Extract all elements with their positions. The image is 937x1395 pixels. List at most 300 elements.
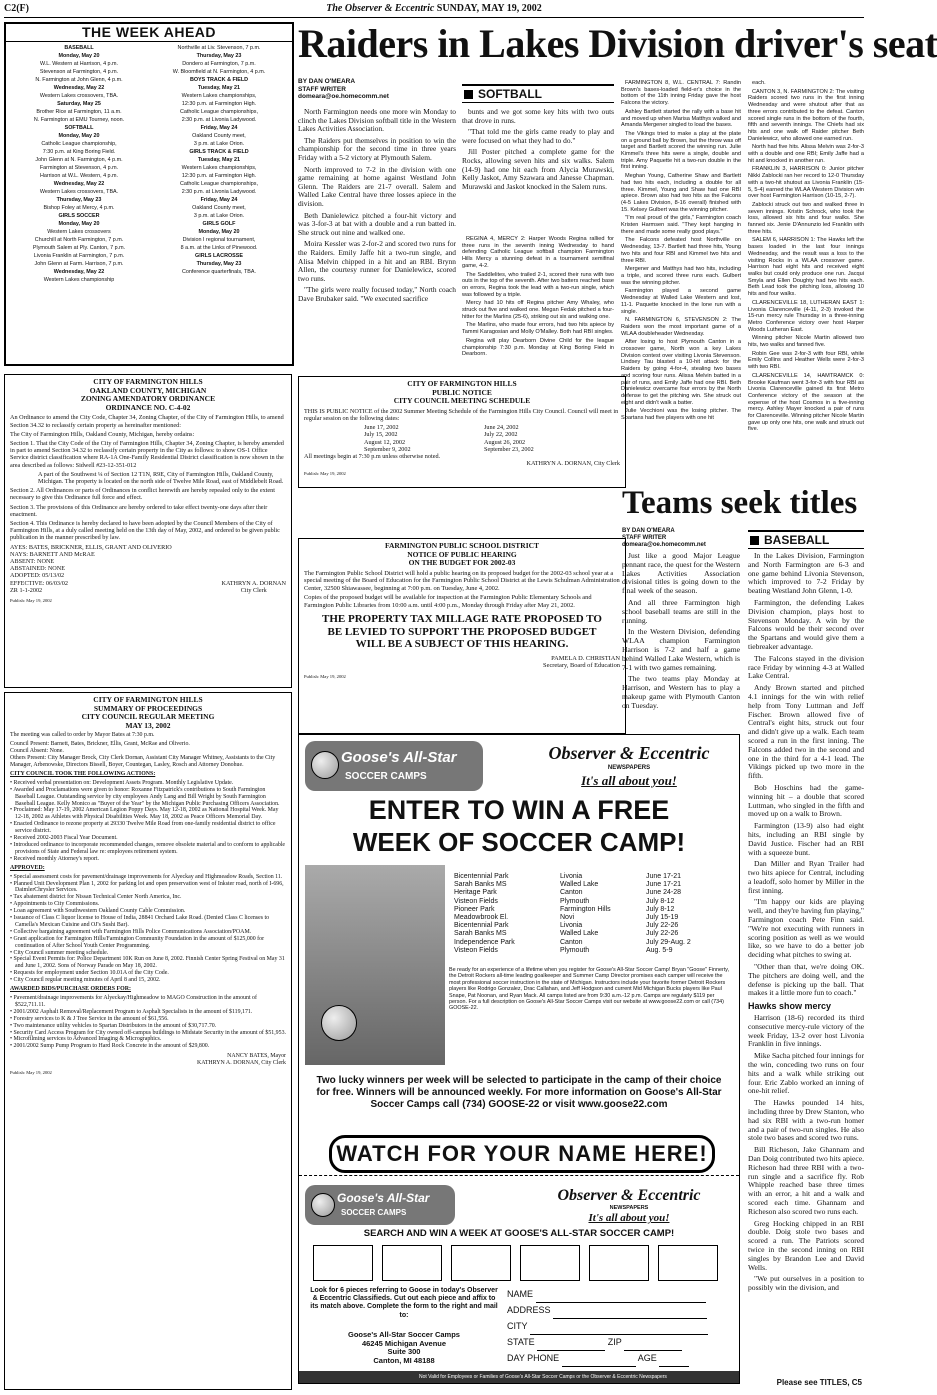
- article-paragraph: The Raiders put themselves in position to win the championship for the second time in three years Friday with a 5-2 victory at Plymouth Salem.: [298, 135, 456, 162]
- article-paragraph: CANTON 3, N. FARMINGTON 2: The visiting Raiders scored two runs in the first inning Wednesday and were shutout after that as three errors contributed to the defeat. Canton scored single runs in the bottom of the fourth, fifth and seventh innings. The Chiefs had six hits and one walk off Raider pitcher Beth Danielewicz, who allowed one earned run.: [748, 88, 864, 142]
- week-ahead-line: Oakland County meet,: [192, 205, 246, 211]
- week-ahead-line: Western Lakes crossovers, TBA.: [39, 93, 119, 99]
- summary-list-item: • Security Card Access Program for City owned off-campus buildings to Midstate Security in the amount of $51,953.: [10, 1029, 286, 1036]
- ad-winners-text: Two lucky winners per week will be selected to participate in the camp of their choice for free. Winners will be announced weekly. For more information on Goose's All-Star Soccer Camps call (734) GOOSE-22 or visit www.goose22.com: [316, 1075, 722, 1110]
- week-ahead-line: Division I regional tournament,: [182, 237, 256, 243]
- form-label-state: STATE: [507, 1337, 535, 1347]
- match-box[interactable]: [313, 1245, 373, 1281]
- article-paragraph: REGINA 4, MERCY 2: Harper Woods Regina rallied for three runs in the seventh inning Wednesday to hand defending Catholic League softball champion Farmington Hills Mercy a stunning defeat in a tournament semifinal game, 4-2.: [462, 236, 614, 269]
- week-ahead-line: GIRLS SOCCER: [58, 213, 100, 219]
- summary-title-3: CITY COUNCIL REGULAR MEETING: [81, 712, 215, 722]
- camp-row: [451, 930, 694, 938]
- match-box[interactable]: [382, 1245, 442, 1281]
- summary-list-item: • Received 2002-2003 Fiscal Year Document.: [10, 835, 118, 842]
- summary-list-item: • Issuance of Class C liquor license to House of India, 28841 Orchard Lake Road. (Denied Class C licenses to Camella's Mexican Cuisine and OJ's Sushi Bar).: [10, 915, 270, 928]
- ad-brand-camps: SOCCER CAMPS: [345, 771, 427, 782]
- ad-mail-line-4: Canton, MI 48188: [373, 1355, 435, 1365]
- summary-actions-heading: CITY COUNCIL TOOK THE FOLLOWING ACTIONS:: [10, 770, 156, 777]
- week-ahead-line: Monday, May 20: [58, 133, 100, 139]
- school-publish-date: Publish: May 19, 2002: [304, 673, 346, 679]
- ad-mail-line-2: 46245 Michigan Avenue: [361, 1338, 447, 1348]
- article-paragraph: bunts and we got some key hits with two outs that drove in runs.: [462, 107, 614, 125]
- raiders-col-4: [621, 80, 741, 474]
- week-ahead-line: Monday, May 20: [58, 53, 100, 59]
- camp-cell: Pioneer Park: [454, 905, 495, 913]
- summary-list-item: • Received verbal presentation on: Development Assets Program. Monthly Legislative Update.: [10, 779, 234, 786]
- ad-footer: [299, 1371, 739, 1392]
- summary-others: Others Present: City Manager Brock, City Clerk Dornan, Assistant City Manager Whitney, Assistants to the City Manager, Arbenowske, Directors Bissell, Boyer, Countegan, Lasley, Rosch and Attorney Donohue.: [10, 755, 276, 768]
- age-field[interactable]: [659, 1351, 689, 1367]
- article-paragraph: In the Western Division, defending WLAA champion Farmington Harrison is 7-2 and half a game behind Walled Lake Western, which is 7-1 with two games remaining.: [622, 627, 740, 672]
- article-paragraph: Moira Kessler was 2-for-2 and scored two runs for the Raiders. Emily Jaffe hit a two-run single, and Alisa Melvin chipped in a hit and an RBI. Brynn Allen, the courtesy runner for Danielewicz, scored two runs.: [298, 239, 456, 283]
- match-box[interactable]: [658, 1245, 718, 1281]
- summary-list-item: • 2001/2002 Sump Pump Program to Hard Rock Concrete in the amount of $29,800.: [10, 1043, 210, 1050]
- summary-list-item: • Introduced ordinance to incorporate recommended changes, remove obsolete material and to conform to applicable provisions of State and Federal law re: employees retirement system.: [10, 841, 286, 855]
- week-ahead-line: Livonia Franklin at Farmington, 7 p.m.: [33, 253, 125, 259]
- week-ahead-line: 2:30 p.m. at Livonia Ladywood.: [181, 189, 257, 195]
- article-paragraph: The Vikings tried to make a play at the plate on a ground ball by Brown, but the throw was off target and Bartlett scored the winning run. Julie Kimmel's three hits were a single, double and triple. Amy Paquette hit a two-run double in the first inning.: [621, 130, 741, 171]
- week-ahead-line: 7:30 p.m. at King Boring Field.: [42, 149, 116, 155]
- ad-search-line: SEARCH AND WIN A WEEK AT GOOSE'S ALL-STAR SOCCER CAMP!: [363, 1228, 675, 1239]
- zoning-absent: ABSENT: NONE: [10, 558, 55, 566]
- week-ahead-line: Monday, May 20: [58, 221, 100, 227]
- article-paragraph: The Hawks pounded 14 hits, including three by Drew Stanton, who had six RBI with a two-run homer and a pair of two-run singles. He also stole two bases and scored two runs.: [748, 1098, 864, 1143]
- article-paragraph: "That told me the girls came ready to play and were focused on what they had to do.": [462, 127, 614, 145]
- article-paragraph: Andy Brown started and pitched 4.1 innings for the win with relief help from Tony Luttman and Jeff Fischer. Brown allowed five of Central's eight hits, struck out four and didn't give up a walk. Each team scored a run in the first inning. The Falcons added two in the second and one in the third for a 4-1 lead. The Vikings picked up two more in the fifth.: [748, 683, 864, 781]
- summary-approved-heading: APPROVED:: [10, 864, 45, 871]
- week-ahead-line: Catholic League championships,: [180, 109, 258, 115]
- schedule-date: June 24, 2002: [484, 424, 519, 432]
- entry-form: [507, 1287, 729, 1367]
- match-boxes: [313, 1243, 723, 1283]
- camp-cell: July 15-19: [646, 914, 679, 922]
- week-ahead-line: Western Lakes championship: [43, 277, 115, 283]
- ad-paper-logo: Observer & Eccentric: [548, 743, 710, 763]
- form-label-name: NAME: [507, 1289, 534, 1299]
- soccer-player-photo: [305, 865, 445, 1065]
- schedule-title-3: CITY COUNCIL MEETING SCHEDULE: [393, 396, 531, 406]
- article-paragraph: Dan Miller and Ryan Trailer had two hits apiece for Central, including a leadoff, solo homer by Miller in the first inning.: [748, 859, 864, 895]
- school-signer-title: Secretary, Board of Education: [543, 662, 620, 670]
- camp-cell: July 8-12: [646, 897, 675, 905]
- week-ahead-line: Bishop Foley at Mercy, 4 p.m.: [43, 205, 115, 211]
- week-ahead-line: Thursday, May 23: [196, 261, 242, 267]
- camp-cell: Sarah Banks MS: [454, 930, 507, 938]
- name-field[interactable]: [536, 1287, 706, 1303]
- article-paragraph: FRANKLIN 3, HARRISON 0: Junior pitcher Nikki Zablocki ran her record to 12-0 Thursday with a two-hit shutout as Livonia Franklin (15-5, 5-4) earned the WLAA Western Division win over host Farmington Harrison (10-15, 2-7).: [748, 166, 864, 200]
- match-box[interactable]: [451, 1245, 511, 1281]
- camp-cell: July 8-12: [646, 905, 675, 913]
- zoning-section-1: Section 1. That the City Code of the City of Farmington Hills, Chapter 34, Zoning Chapter, is hereby amended in part to amend Section 34.32 to reclassify certain property in the City as follows: to show OS-1 Office Service district classification where RA-1A One-Family Residential District classification is now shown in the area described as follows: Sidwell #23-12-351-012: [10, 439, 284, 469]
- camp-cell: June 17-21: [646, 881, 682, 889]
- week-ahead-line: 8 a.m. at the Links of Pinewood.: [180, 245, 258, 251]
- week-ahead-col-1: [9, 44, 149, 284]
- week-ahead-line: Stevenson at Farmington, 4 p.m.: [39, 69, 119, 75]
- week-ahead-line: 3 p.m. at Lake Orion.: [193, 141, 245, 147]
- article-paragraph: The Marlins, who made four errors, had two hits apiece by Tammi Karagosian and Molly O'Malley. Both had RBI singles.: [462, 322, 614, 336]
- school-title-1: FARMINGTON PUBLIC SCHOOL DISTRICT: [384, 541, 540, 550]
- article-paragraph: North had five hits. Alissa Melvin was 2-for-3 with a double and one RBI; Emily Jaffe had a hit and knocked in another run.: [748, 144, 864, 164]
- soccer-ball-icon: [311, 751, 339, 779]
- summary-list-item: • Grant application for Farmington Hills/Farmington Community Foundation in the amount of $125,000 for continuation of After School Youth Center Programming.: [10, 935, 265, 949]
- meeting-schedule-notice: [298, 376, 626, 488]
- teams-col-2: [748, 552, 864, 1372]
- school-paragraph-2: Copies of the proposed budget will be available for inspection at the Farmington Public Elementary Schools and Farmington Public Libraries from 10:00 a.m. until 4:00 p.m., Monday through Friday after May 21, 2002.: [304, 594, 592, 609]
- schedule-date: August 12, 2002: [364, 438, 406, 446]
- week-ahead-line: W.L. Western at Harrison, 4 p.m.: [39, 61, 119, 67]
- article-paragraph: "We put ourselves in a position to possibly win the division, and: [748, 1274, 864, 1293]
- article-paragraph: The Falcons defeated host Northville on Wednesday, 13-7. Bartlett had three hits, Young two hits and four RBI and Kimmel two hits and three RBI.: [621, 237, 741, 264]
- state-field[interactable]: [537, 1335, 605, 1351]
- baseball-tag-square: [750, 536, 759, 545]
- camp-cell: Visteon Fields: [454, 897, 498, 905]
- article-paragraph: North improved to 7-2 in the division with one game remaining at home against Westland John Glenn. The Raiders are 21-7 overall. Salem and Walled Lake Central have three losses apiece in the division.: [298, 164, 456, 208]
- match-box[interactable]: [520, 1245, 580, 1281]
- camp-cell: Livonia: [560, 873, 583, 880]
- summary-title-2: SUMMARY OF PROCEEDINGS: [93, 703, 203, 713]
- page-header: [4, 3, 864, 18]
- zoning-section-2: Section 2. All Ordinances or parts of Ordinances in conflict herewith are hereby repealed only to the extent necessary to give this Ordinance full force and effect.: [10, 487, 275, 502]
- week-ahead-line: GIRLS TRACK & FIELD: [189, 149, 249, 155]
- summary-title-4: MAY 13, 2002: [125, 720, 171, 730]
- camp-cell: Walled Lake: [560, 881, 599, 889]
- week-ahead-line: Wednesday, May 22: [53, 85, 105, 91]
- week-ahead-line: N. Farmington at EMU Tourney, noon.: [33, 117, 125, 123]
- week-ahead-line: Wednesday, May 22: [53, 181, 105, 187]
- summary-approved-list: [10, 874, 286, 985]
- camp-row: [451, 939, 694, 947]
- camp-cell: Sarah Banks MS: [454, 881, 507, 889]
- week-ahead-line: Friday, May 24: [200, 125, 238, 131]
- camp-row: [451, 906, 694, 914]
- zoning-adopted: ADOPTED: 05/13/02: [10, 572, 65, 580]
- week-ahead-line: GIRLS LACROSSE: [195, 253, 243, 259]
- summary-list-item: • 2001/2002 Asphalt Removal/Replacement Program to Asphalt Specialists in the amount of $119,171.: [10, 1008, 253, 1015]
- raiders-byline-email: domeara@oe.homecomm.net: [298, 93, 389, 100]
- raiders-headline: Raiders in Lakes Division driver's seat: [298, 21, 937, 66]
- camp-cell: Livonia: [560, 922, 583, 930]
- article-paragraph: FARMINGTON 8, W.L. CENTRAL 7: Randin Brown's bases-loaded field-er's choice in the bottom of the 11th inning Friday gave the host Falcons the victory.: [621, 80, 741, 107]
- zoning-nays: NAYS: BARNETT AND McRAE: [10, 550, 95, 558]
- week-ahead-line: Tuesday, May 21: [197, 85, 241, 91]
- zoning-zr: ZR 1-1-2002: [10, 586, 43, 594]
- article-paragraph: Beth Danielewicz pitched a four-hit victory and was 3-for-3 at bat with a double and a run batted in. She struck out nine and walked one.: [298, 210, 456, 237]
- week-ahead-line: Saturday, May 25: [57, 101, 101, 107]
- article-paragraph: Farmington played a second game Wednesday at Walled Lake Western and lost, 11-1. Paquette knocked in the lone run with a single.: [621, 288, 741, 315]
- article-paragraph: Just like a good Major League pennant race, the quest for the Western Lakes Activities Association divisional titles is going down to the final week of the season.: [622, 551, 740, 596]
- camp-cell: Farmington Hills: [560, 905, 611, 913]
- summary-list-item: • Enacted Ordinance to rezone property at 29330 Twelve Mile Road from one-family residential district to office service district.: [10, 821, 276, 835]
- summary-list-item: • Pavement/drainage improvements for Alyeckay/Highmeadow to MAGO Construction in the amount of $522,711.11.: [10, 995, 257, 1008]
- summary-list-item: • Collective bargaining agreement with Farmington Hills Police Communications Association/POAM.: [10, 928, 252, 935]
- summary-list-item: • Special Event Permits for: Police Department 10K Run on June 8, 2002. Finnish Center Spring Festival on May 31 and June 1, 2002. Sons of Norway Parade on May 18, 2002.: [10, 956, 285, 970]
- week-ahead-line: 12:30 p.m. at Farmington High.: [181, 101, 257, 107]
- camp-row: [451, 898, 694, 906]
- summary-list-item: • Microfilming services to Advanced Imaging & Micrographics.: [10, 1036, 162, 1043]
- camp-row: [451, 889, 694, 897]
- ad-mail-address: [309, 1331, 499, 1365]
- article-paragraph: "I'm happy our kids are playing well, and they're having fun playing," Farmington coach Pete Finn said. "We're not executing with runners in scoring position as well as we would like, so we have to do a better job deciding what pitches to swing at.: [748, 897, 864, 960]
- week-ahead-line: Plymouth Salem at Ply. Canton, 7 p.m.: [32, 245, 126, 251]
- raiders-col-1: [298, 108, 456, 370]
- article-paragraph: The Saddlelites, who trailed 2-1, scored their runs with two outs in the top of the seventh. After two batters reached base on errors, Regina took the lead with a two-run single, which was followed by a triple.: [462, 271, 614, 298]
- teams-jump: Please see TITLES, C5: [776, 1378, 862, 1387]
- camp-cell: Bicentennial Park: [454, 873, 509, 880]
- soccer-camp-ad: [298, 734, 740, 1392]
- page-date: SUNDAY, MAY 19, 2002: [434, 3, 542, 14]
- schedule-dates-right: [484, 424, 534, 453]
- week-ahead-line: Tuesday, May 21: [197, 157, 241, 163]
- week-ahead-line: N. Farmington at John Glenn, 4 p.m.: [35, 77, 123, 83]
- summary-sign-mayor: NANCY BATES, Mayor: [227, 1053, 286, 1060]
- summary-title-1: CITY OF FARMINGTON HILLS: [93, 695, 203, 704]
- city-field[interactable]: [530, 1319, 708, 1335]
- phone-field[interactable]: [562, 1351, 636, 1367]
- ad-paper-sub-2: NEWSPAPERS: [609, 1205, 649, 1211]
- ad-slogan: It's all about you!: [581, 773, 677, 788]
- article-paragraph: Mercy had 10 hits off Regina pitcher Amy Whaley, who struck out five and walked one. Megan Fedak pitched a four-hitter for the Marlins (25-6), striking out six and walking one.: [462, 300, 614, 320]
- raiders-col-3: [462, 236, 614, 370]
- ad-brand-name: Goose's All-Star: [341, 749, 457, 766]
- summary-list-item: • Special assessment costs for pavement/drainage improvements for Alyeckay and Highmeadow Roads, Section 11.: [10, 873, 283, 880]
- ad-brand-name-2: Goose's All-Star: [337, 1191, 430, 1205]
- teams-subhead: Hawks show mercy: [748, 1001, 832, 1012]
- zoning-title-1: CITY OF FARMINGTON HILLS: [93, 377, 203, 386]
- zoning-signer: KATHRYN A. DORNAN: [221, 579, 286, 587]
- softball-tag-square: [464, 90, 473, 99]
- teams-byline-author: BY DAN O'MEARA: [622, 528, 675, 534]
- schedule-date: June 17, 2002: [364, 424, 399, 432]
- schedule-date: September 23, 2002: [484, 445, 534, 453]
- article-paragraph: "I'm real proud of the girls," Farmington coach Kristen Harmsen said. "They kept hanging in there and made some really good plays.": [621, 215, 741, 235]
- camp-cell: July 22-26: [646, 930, 679, 938]
- article-paragraph: N. FARMINGTON 6, STEVENSON 2: The Raiders won the most important game of a WLAA doubleheader Wednesday.: [621, 317, 741, 337]
- ad-mail-line-1: Goose's All-Star Soccer Camps: [348, 1330, 460, 1339]
- article-paragraph: Julie Vecchioni was the losing pitcher. The Spartans had five players with one hit: [621, 408, 741, 422]
- camp-row: [451, 922, 694, 930]
- summary-list-item: • Proclaimed: May 17-19, 2002 American Legion Poppy Days. May 12-18, 2002 as National Hospital Week. May 12-18, 2002 as Athletes with Physical Disabilities Week. May 18, 2002 as Peace Officers Memorial Day.: [10, 807, 279, 821]
- week-ahead-line: Thursday, May 23: [56, 197, 102, 203]
- raiders-byline-author: BY DAN O'MEARA: [298, 78, 356, 85]
- paper-name: The Observer & Eccentric: [326, 3, 435, 14]
- camp-cell: Aug. 5-9: [646, 946, 673, 954]
- schedule-dates-left: [364, 424, 484, 453]
- week-ahead-line: Western Lakes crossovers: [47, 229, 111, 235]
- teams-byline-email: domeara@oe.homecomm.net: [622, 542, 706, 548]
- form-label-city: CITY: [507, 1321, 528, 1331]
- summary-list-item: • Two maintenance utility vehicles to Spartan Distributors in the amount of $30,717.70.: [10, 1022, 217, 1029]
- zoning-signer-title: City Clerk: [240, 586, 267, 594]
- ad-slogan-2: It's all about you!: [588, 1212, 670, 1224]
- summary-list-item: • Requests for employment under Section 10.01A of the City Code.: [10, 970, 169, 977]
- camp-cell: July 29-Aug. 2: [646, 938, 691, 946]
- zoning-title-3: ZONING AMENDATORY ORDINANCE: [80, 394, 216, 404]
- article-paragraph: Winning pitcher Nicole Martin allowed two hits, two walks and fanned five.: [748, 335, 864, 349]
- page-number: C2(F): [4, 3, 29, 14]
- camp-cell: Plymouth: [560, 897, 590, 905]
- schedule-date: July 15, 2002: [364, 431, 398, 439]
- article-paragraph: CLARENCEVILLE 14, HAMTRAMCK 0: Brooke Kaufman went 3-for-3 with four RBI as Livonia Clarenceville gained its first Metro Conference victory of the season at the expense of the host Cosmos in a five-inning mercy. Ashley Mayer knocked a pair of runs for Clarenceville. Winning pitcher Nicole Martin gave up only one hits, one walk and struck out five.: [748, 372, 864, 433]
- summary-awarded-list: [10, 995, 286, 1050]
- zip-field[interactable]: [624, 1335, 682, 1351]
- soccer-ball-icon-2: [311, 1193, 335, 1217]
- week-ahead-line: Western Lakes crossovers, TBA.: [39, 189, 119, 195]
- zoning-publish-date: Publish: May 19, 2002: [10, 598, 52, 604]
- camp-cell: Novi: [560, 914, 575, 922]
- schedule-signer: KATHRYN A. DORNAN, City Clerk: [526, 460, 620, 468]
- schedule-date: July 22, 2002: [484, 431, 518, 439]
- week-ahead-line: Conference quarterfinals, TBA.: [182, 269, 256, 275]
- zoning-section-1-legal: A part of the Southwest ¼ of Section 12 T1N, R9E, City of Farmington Hills, Oakland County, Michigan. The property is located on the north side of Twelve Mile Road, east of Middlebelt Road.: [38, 470, 284, 485]
- schedule-date: September 9, 2002: [364, 445, 411, 453]
- camp-row: [451, 947, 694, 955]
- article-paragraph: SALEM 6, HARRISON 1: The Hawks left the bases loaded in the last four innings Wednesday, and the result was a loss to the visiting Rocks in a WLAA crossover game. Harrison had eight hits and received eight walks but could only produce one run. Jacqui Smyla and Ellen Doughty had two hits each. Beth Lead took the pitching loss, allowing 10 hits and four walks.: [748, 237, 864, 298]
- article-paragraph: After losing to host Plymouth Canton in a crossover game, North won a key Lakes Division contest over visiting Livonia Stevenson. Lindsey Tau blasted a 10-hit attack for the Raiders by going 4-for-4, stealing two bases and scoring four runs. Alissa Melvin batted in a pair of runs, and Emily Jaffe had one RBI. Beth Danielewicz overcame four errors by the North defense to get the pitching win. She struck out eight and didn't walk a batter.: [621, 339, 741, 406]
- softball-tag: [462, 84, 614, 103]
- form-label-zip: ZIP: [607, 1337, 622, 1347]
- week-ahead-box: [4, 22, 294, 366]
- article-paragraph: CLARENCEVILLE 18, LUTHERAN EAST 1: Livonia Clarenceville (4-11, 2-3) invoked the 15-run mercy rule Thursday in a three-inning Metro Conference victory over host Harper Woods Lutheran East.: [748, 299, 864, 333]
- summary-list-item: • Awarded and Proclamations were given to honor: Roxanne Fitzpatrick's contributions to South Farmington Baseball League. Outstanding service by city employees Andy Lang and Bill Wright by South Farmington Baseball League. Kelly Monico as "Buyer of the Year" by the Michigan Public Purchasing Officers Association.: [10, 786, 280, 807]
- summary-list-item: • Received monthly Attorney's report.: [10, 855, 100, 862]
- week-ahead-line: Wednesday, May 22: [53, 269, 105, 275]
- school-signer: PAMELA D. CHRISTIAN: [551, 654, 620, 662]
- week-ahead-line: W. Bloomfield at N. Farmington, 4 p.m.: [172, 69, 266, 75]
- week-ahead-line: Friday, May 24: [200, 197, 238, 203]
- summary-sign-clerk: KATHRYN A. DORNAN, City Clerk: [196, 1060, 286, 1067]
- form-label-address: ADDRESS: [507, 1305, 551, 1315]
- zoning-intro: An Ordinance to amend the City Code, Chapter 34, Zoning Chapter, of the City of Farmington Hills, to amend Section 34.32 to reclassify certain property as hereinafter mentioned:: [10, 414, 284, 429]
- week-ahead-line: BASEBALL: [64, 45, 94, 51]
- article-paragraph: The two teams play Monday at Harrison, and Western has to play a makeup game with Plymouth Canton on Tuesday.: [622, 674, 740, 710]
- ad-paper-sub: NEWSPAPERS: [607, 765, 651, 771]
- camp-cell: Heritage Park: [454, 889, 497, 897]
- week-ahead-line: Oakland County meet,: [192, 133, 246, 139]
- summary-actions-list: [10, 780, 286, 863]
- article-paragraph: North Farmington needs one more win Monday to clinch the Lakes Division softball title in the Western Lakes Activities Association.: [298, 107, 456, 134]
- ad-headline-2: WEEK OF SOCCER CAMP!: [352, 827, 686, 857]
- form-label-phone: DAY PHONE: [507, 1353, 560, 1363]
- week-ahead-line: Thursday, May 23: [196, 53, 242, 59]
- camp-cell: July 22-26: [646, 922, 679, 930]
- camp-cell: Canton: [560, 938, 583, 946]
- ad-blurb: Be ready for an experience of a lifetime when you register for Goose's All-Star Soccer Camp! Bryan "Goose" Finnerty, the Detroit Rockers all-time leading goalkeeper and Summer Camp Director promises each camper will receive the most professional soccer instruction in the state of Michigan. Instructors include your favorite former Detroit Rockers players like Rodrigo Gonzalez, Drac Callahan, and Jeff Hodgson and current Mid Michigan Bucks players like Paul Snape, Pat Noonan, and Ryan Mack. All camps listed are from 9:30 a.m.-12 p.m. Camps are regularly $119 per person. For a full description on Goose's All-Star Soccer Camps visit our website at www.goose22.com or call (734) GOOSE-22.: [449, 967, 730, 1012]
- schedule-publish-date: Publish: May 19, 2002: [304, 471, 346, 477]
- summary-publish-date: Publish: May 19, 2002: [10, 1070, 52, 1076]
- camp-cell: Canton: [560, 889, 583, 897]
- week-ahead-line: Brother Rice at Farmington, 11 a.m.: [36, 109, 122, 115]
- camp-cell: Walled Lake: [560, 930, 599, 938]
- article-paragraph: each.: [752, 80, 766, 86]
- week-ahead-line: SOFTBALL: [64, 125, 94, 131]
- raiders-byline-role: STAFF WRITER: [298, 85, 346, 93]
- article-paragraph: Robin Gee was 2-for-3 with four RBI, while Emily Collins and Heather Wells were 2-for-3 with two RBI.: [748, 350, 864, 371]
- article-paragraph: Zablocki struck out two and walked three in seven innings. Kristin Schrock, who took the loss, allowed six hits and four walks. She fanned six. Jenie D'Annunzio led Franklin with three hits.: [748, 201, 864, 235]
- camp-cell: Meadowbrook El.: [454, 914, 509, 922]
- ad-paper-logo-2: Observer & Eccentric: [557, 1187, 701, 1204]
- week-ahead-title: THE WEEK AHEAD: [6, 24, 292, 42]
- article-paragraph: Regina will play Dearborn Divine Child for the league championship 7:30 p.m. Monday at King Boring Field in Dearborn.: [462, 337, 614, 358]
- council-summary-notice: [4, 692, 292, 1390]
- summary-list-item: • Loan agreement with Southwestern Oakland County Cable Commission.: [10, 908, 186, 915]
- week-ahead-line: Northville at Liv. Stevenson, 7 p.m.: [177, 45, 261, 51]
- camp-cell: Visteon Fields: [454, 946, 498, 954]
- address-field[interactable]: [553, 1303, 707, 1319]
- article-paragraph: Meghan Young, Catherine Shaw and Bartlett had two hits each, including a double for all three. Kimmel, Young and Shaw had one RBI apiece. Brown also had two hits as the Falcons (4-5 Lakes Division, 8-16 overall) finished with 15. Kelsey Gulbert was the winning pitcher.: [621, 173, 741, 213]
- teams-headline: Teams seek titles: [622, 485, 858, 521]
- teams-col-1: [622, 552, 740, 720]
- article-paragraph: Harrison (18-6) recorded its third consecutive mercy-rule victory of the week Friday, 13-2 over host Livonia Franklin in five innings.: [748, 1013, 864, 1049]
- week-ahead-line: Western Lakes championships,: [181, 165, 257, 171]
- ad-cut-line: [299, 1175, 739, 1176]
- form-label-age: AGE: [637, 1353, 657, 1363]
- raiders-col-2: [462, 108, 614, 234]
- schedule-title-2: PUBLIC NOTICE: [432, 387, 492, 397]
- school-budget-notice: [298, 538, 626, 734]
- match-box[interactable]: [589, 1245, 649, 1281]
- week-ahead-line: GIRLS GOLF: [202, 221, 236, 227]
- schedule-date: August 26, 2002: [484, 438, 526, 446]
- article-paragraph: And all three Farmington high school baseball teams are still in the running.: [622, 597, 740, 625]
- summary-list-item: • Planned Unit Development Plan 1, 2002 for parking lot and open preservation west of Inkster road, north of I-696, DaimlerChrysler Services.: [10, 880, 284, 894]
- camp-row: [451, 881, 694, 889]
- article-paragraph: Greg Hocking chipped in an RBI double. Doig stole two bases and scored a run. The Patriots scored twice in the second inning on RBI singles by Brandon Lee and David Wells.: [748, 1218, 864, 1272]
- article-paragraph: Farmington, the defending Lakes Division champion, plays host to Stevenson Monday. A win by the Falcons would be their second over the Spartans and would give them a tiebreaker advantage.: [748, 597, 864, 651]
- schedule-text: THIS IS PUBLIC NOTICE of the 2002 Summer Meeting Schedule of the Farmington Hills City Council. Council will meet in regular session on the following dates:: [304, 407, 619, 422]
- week-ahead-line: Churchill at North Farmington, 7 p.m.: [34, 237, 124, 243]
- article-paragraph: Jill Poster pitched a complete game for the Rocks, allowing seven hits and six walks. Salem (14-9) had one hit each from Alycia Murawski, Kelly Jaskot, Amy Szawara and Janesse Chapman. Murawski and Jaskot knocked in the Salem runs.: [462, 147, 614, 191]
- summary-list-item: • Appointments to City Commissions.: [10, 901, 100, 908]
- school-title-2: NOTICE OF PUBLIC HEARING: [407, 549, 517, 559]
- week-ahead-line: John Glenn at N. Farmington, 4 p.m.: [35, 157, 123, 163]
- summary-awarded-heading: AWARDED BIDS/PURCHASE ORDERS FOR:: [10, 986, 131, 993]
- summary-absent: Council Absent: None.: [10, 748, 64, 755]
- article-paragraph: Ashley Bartlett started the rally with a base hit and moved up when Marisa Matthys walked and Amanda Mergener singled to load the bases.: [621, 108, 741, 129]
- ad-watch-banner: WATCH FOR YOUR NAME HERE!: [329, 1135, 715, 1173]
- camp-schedule-table: [451, 873, 694, 955]
- week-ahead-line: Western Lakes championships,: [181, 93, 257, 99]
- summary-list-item: • City Council regular meeting minutes of April 8 and 15, 2002.: [10, 977, 161, 984]
- zoning-section-4: Section 4. This Ordinance is hereby declared to have been adopted by the Council Members of the City of Farmington Hills, at a duly called meeting held on the 13th day of May, 2002, and ordered to be given public publication in the manner prescribed by law.: [10, 520, 280, 542]
- school-paragraph-1: The Farmington Public School District will hold a public hearing on its proposed budget for the 2002-03 school year at a special meeting of the Board of Education for the Farmington Public School District at the Lewis Schulman Administration Center, 32500 Shiawassee, beginning at 7:00 p.m. on Tuesday, June 4, 2002.: [304, 569, 620, 592]
- camp-cell: Independence Park: [454, 938, 515, 946]
- zoning-effective: EFFECTIVE: 06/03/02: [10, 579, 68, 587]
- teams-byline-role: STAFF WRITER: [622, 535, 667, 541]
- article-paragraph: Mergener and Matthys had two hits, including a triple, and scored three runs each. Gulbert was the winning pitcher.: [621, 266, 741, 286]
- week-ahead-line: Dondero at Farmington, 7 p.m.: [182, 61, 256, 67]
- article-paragraph: Bill Richeson, Jake Ghannam and Dan Doig contributed two hits apiece. Richeson had three RBI with a two-run single and a sacrifice fly. Rob Whipple reached base three times with an error, a hit and a walk and scored each time. Ghannam and Richeson also scored two runs each.: [748, 1145, 864, 1216]
- masthead-line: [4, 3, 864, 14]
- article-paragraph: "Other than that, we're doing OK. The pitchers are doing well, and the defense is picking up the ball. That makes it a little more fun to coach.": [748, 962, 864, 998]
- camp-cell: June 17-21: [646, 873, 682, 880]
- zoning-title-4: ORDINANCE NO. C-4-02: [105, 402, 191, 412]
- week-ahead-line: John Glenn at Farm. Harrison, 7 p.m.: [34, 261, 124, 267]
- photo-ball-icon: [321, 1005, 357, 1041]
- zoning-ordinance-notice: [4, 374, 292, 688]
- week-ahead-line: 2:30 p.m. at Livonia Ladywood.: [181, 117, 257, 123]
- zoning-section-3: Section 3. The provisions of this Ordinance are hereby ordered to take effect twenty-one days after their enactment.: [10, 503, 268, 518]
- article-paragraph: Mike Sacha pitched four innings for the win, conceding two runs on four hits and a walk while striking out four. Eric Zablo worked an inning of one-hit relief.: [748, 1051, 864, 1096]
- ad-brand-banner-2: [305, 1185, 455, 1225]
- baseball-tag: [748, 530, 864, 549]
- week-ahead-line: Monday, May 20: [198, 229, 240, 235]
- ad-footer-brand: Goose's All-Star Soccer Camps: [626, 1385, 731, 1392]
- raiders-col-5: [748, 80, 864, 474]
- article-paragraph: The Falcons stayed in the division race Friday by winning 4-3 at Walled Lake Central.: [748, 653, 864, 681]
- summary-present: Council Present: Barnett, Bates, Brickner, Ellis, Grant, McRae and Oliverio.: [10, 741, 190, 748]
- article-paragraph: In the Lakes Division, Farmington and North Farmington are 6-3 and one game behind Livonia Stevenson, which improved to 7-2 Friday by beating Westland John Glenn, 1-0.: [748, 551, 864, 596]
- week-ahead-line: Harrison at W.L. Western, 4 p.m.: [39, 173, 119, 179]
